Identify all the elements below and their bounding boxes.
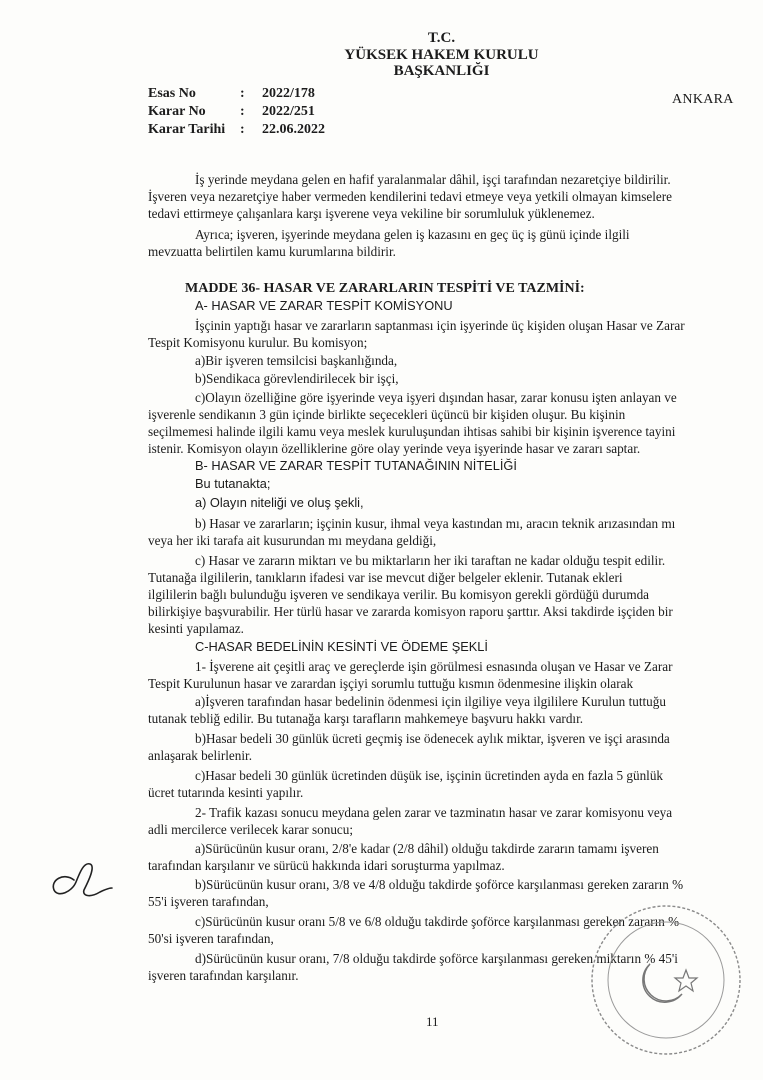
text-line: d)Sürücünün kusur oranı, 7/8 olduğu takdirde şoförce karşılanması gereken miktarın % 45'i <box>195 951 678 966</box>
header-tc: T.C. <box>427 30 456 46</box>
text-line: c)Olayın özelliğine göre işyerinde veya işyeri dışından hasar, zarar konusu işten anlayan ve <box>195 390 677 405</box>
city-label: ANKARA <box>672 92 734 107</box>
text-line: işverenle sendikanın 3 gün içinde birlikte seçecekleri üçüncü bir kişiden oluşur. Bu kişinin <box>148 407 626 422</box>
text-line: tutanak tebliğ edilir. Bu tutanağa karşı tarafların mahkemeye başvuru hakkı vardır. <box>148 711 584 726</box>
text-line: tarafından karşılanır ve sürücü hakkında idari soruşturma yapılmaz. <box>148 858 505 873</box>
text-line: adli mercilerce verilecek karar sonucu; <box>148 822 354 837</box>
text-line: a)Bir işveren temsilcisi başkanlığında, <box>195 353 398 368</box>
section-heading: C-HASAR BEDELİNİN KESİNTİ VE ÖDEME ŞEKLİ <box>195 639 488 654</box>
text-line: bilirkişiye başvurabilir. Her türlü hasar ve zararda komisyon raporu şarttır. Aksi takdirde işçiden bir <box>148 604 673 619</box>
meta-esas-no <box>148 85 315 103</box>
text-line: Tutanağa ilgililerin, tanıkların ifadesi var ise mevcut diğer belgeler eklenir. Tutanak ekleri <box>148 570 623 585</box>
meta-sep: : <box>240 122 245 137</box>
meta-label: Esas No <box>148 86 196 101</box>
text-line: b)Sendikaca görevlendirilecek bir işçi, <box>195 371 399 386</box>
text-line: İşçinin yaptığı hasar ve zararların saptanması için işyerinde üç kişiden oluşan Hasar ve Zarar <box>195 318 685 333</box>
text-line: c)Sürücünün kusur oranı 5/8 ve 6/8 olduğu takdirde şoförce karşılanması gereken zararın % <box>195 914 680 929</box>
text-line: işveren tarafından karşılanır. <box>148 968 299 983</box>
header-office: BAŞKANLIĞI <box>393 63 490 79</box>
text-line: veya her iki tarafa ait kusurundan mı meydana geldiği, <box>148 533 437 548</box>
text-line: Bu tutanakta; <box>195 476 271 491</box>
text-line: a)Sürücünün kusur oranı, 2/8'e kadar (2/8 dâhil) olduğu takdirde zararın tamamı işveren <box>195 841 659 856</box>
text-line: Tespit Komisyonu kurulur. Bu komisyon; <box>148 335 368 350</box>
page-number: 11 <box>426 1014 439 1029</box>
text-line: a) Olayın niteliği ve oluş şekli, <box>195 495 364 510</box>
meta-value: 2022/178 <box>262 86 315 101</box>
section-heading: B- HASAR VE ZARAR TESPİT TUTANAĞININ NİTELİĞİ <box>195 458 517 473</box>
text-line: b) Hasar ve zararların; işçinin kusur, ihmal veya kastından mı, aracın teknik arızasından mı <box>195 516 676 531</box>
text-line: Ayrıca; işveren, işyerinde meydana gelen iş kazasını en geç üç iş günü içinde ilgili <box>195 227 630 242</box>
meta-sep: : <box>240 104 245 119</box>
header-institution: YÜKSEK HAKEM KURULU <box>344 47 539 63</box>
text-line: 55'i işveren tarafından, <box>148 894 269 909</box>
meta-label: Karar Tarihi <box>148 122 226 137</box>
text-line: ücret tutarında kesinti yapılır. <box>148 785 304 800</box>
text-line: kesinti yapılamaz. <box>148 621 244 636</box>
meta-value: 22.06.2022 <box>262 122 325 137</box>
text-line: istenir. Komisyon olayın özelliklerine göre olay yerinde veya işyerinde hasar ve zararı saptar. <box>148 441 641 456</box>
text-line: İşveren veya nezaretçiye haber vermeden kendilerini tedavi etmeye veya yetkili olmayan kimselere <box>148 189 672 204</box>
meta-karar-no <box>148 103 315 121</box>
text-line: Tespit Kurulunun hasar ve zarardan işçiyi sorumlu tuttuğu kısmın ödenmesine ilişkin olarak <box>148 676 634 691</box>
text-line: tedavi ettirmeye çalışanlara karşı işverene veya vekiline bir sorumluluk yüklenemez. <box>148 206 595 221</box>
text-line: 50'si işveren tarafından, <box>148 931 274 946</box>
text-line: mevzuatta belirtilen kamu kurumlarına bildirir. <box>148 244 396 259</box>
section-heading: A- HASAR VE ZARAR TESPİT KOMİSYONU <box>195 298 453 313</box>
text-line: b)Hasar bedeli 30 günlük ücreti geçmiş ise ödenecek aylık miktar, işveren ve işçi arasında <box>195 731 670 746</box>
text-line: İş yerinde meydana gelen en hafif yaralanmalar dâhil, işçi tarafından nezaretçiye bildirilir. <box>195 172 671 187</box>
text-line: c)Hasar bedeli 30 günlük ücretinden düşük ise, işçinin ücretinden ayda en fazla 5 günlük <box>195 768 664 783</box>
text-line: seçilmemesi halinde ilgili kamu veya meslek kuruluşundan ihtisas sahibi bir kişinin işverence tayini <box>148 424 676 439</box>
signature-icon <box>44 858 114 908</box>
text-line: a)İşveren tarafından hasar bedelinin ödenmesi için ilgiliye veya ilgililere Kurulun tuttuğu <box>195 694 666 709</box>
text-line: c) Hasar ve zararın miktarı ve bu miktarların her iki taraftan ne kadar olduğu tespit edilir. <box>195 553 666 568</box>
meta-label: Karar No <box>148 104 206 119</box>
text-line: b)Sürücünün kusur oranı, 3/8 ve 4/8 olduğu takdirde şoförce karşılanması gereken zararın % <box>195 877 684 892</box>
meta-value: 2022/251 <box>262 104 315 119</box>
official-seal-icon <box>586 900 746 1060</box>
text-line: 1- İşverene ait çeşitli araç ve gereçlerde işin görülmesi esnasında oluşan ve Hasar ve Zarar <box>195 659 673 674</box>
article-heading: MADDE 36- HASAR VE ZARARLARIN TESPİTİ VE TAZMİNİ: <box>185 281 585 296</box>
text-line: anlaşarak belirlenir. <box>148 748 252 763</box>
meta-sep: : <box>240 86 245 101</box>
text-line: ilgililerin bağlı bulunduğu işveren ve sendikaya verilir. Bu komisyon gerekli gördüğü durumda <box>148 587 650 602</box>
text-line: 2- Trafik kazası sonucu meydana gelen zarar ve tazminatın hasar ve zarar komisyonu veya <box>195 805 673 820</box>
meta-karar-tarihi <box>148 121 325 139</box>
